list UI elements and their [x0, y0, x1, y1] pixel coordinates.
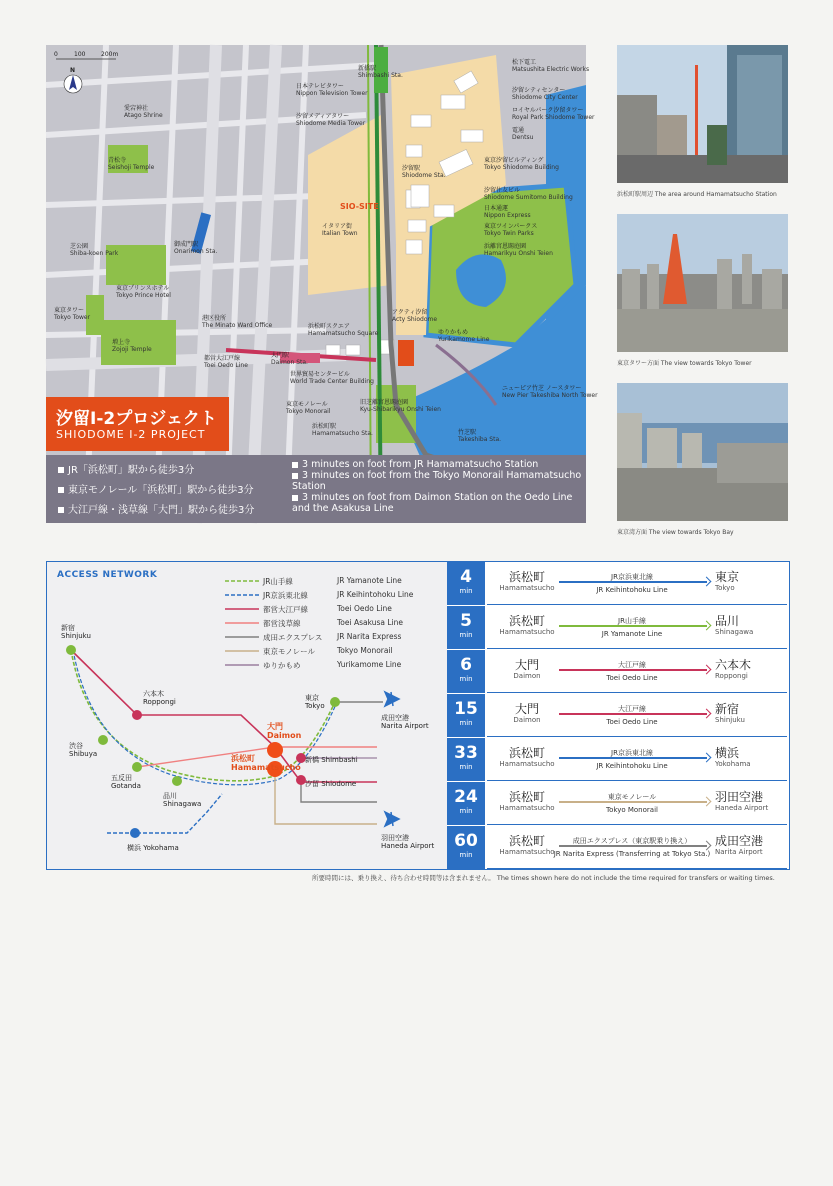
map-label-italian-town: イタリア街 Italian Town — [322, 223, 358, 237]
legend-yurikamome-jp: ゆりかもめ — [263, 661, 301, 670]
map-label-matsushita: 松下電工 Matsushita Electric Works — [512, 59, 590, 73]
route-minutes-value: 15 — [454, 699, 478, 719]
route-minutes-value: 6 — [460, 655, 472, 675]
area-map — [46, 45, 598, 523]
map-label-wtc: 世界貿易センタービル World Trade Center Building — [290, 371, 374, 385]
legend-oedo-en: Toei Oedo Line — [337, 604, 392, 613]
access-en-1: 3 minutes on foot from JR Hamamatsucho Station — [292, 459, 582, 470]
route-to-jp: 東京 — [715, 570, 740, 584]
route-line-en: JR Keihintohoku Line — [596, 762, 668, 770]
route-line-bar — [559, 757, 707, 759]
route-to — [715, 790, 785, 813]
route-to-en: Shinjuku — [715, 716, 745, 724]
route-line-bar — [559, 713, 707, 715]
route-line-en: JR Keihintohoku Line — [596, 586, 668, 594]
map-label-daimon: 大門駅 Daimon Sta. — [271, 352, 308, 366]
route-body — [487, 650, 787, 693]
station-yokohama: 横浜 Yokohama — [127, 844, 179, 852]
route-line-en: JR Yamanote Line — [601, 630, 663, 638]
station-shiodome: 汐留 Shiodome — [305, 780, 357, 788]
photo-caption-3: 東京湾方面 The view towards Tokyo Bay — [617, 529, 734, 536]
route-from-jp: 浜松町 — [508, 614, 545, 628]
station-shibuya: 渋谷 Shibuya — [69, 742, 98, 758]
route-minutes — [447, 694, 485, 737]
route-line-en: Toei Oedo Line — [606, 674, 658, 682]
station-narita: 成田空港 Narita Airport — [381, 714, 429, 730]
access-network-title: ACCESS NETWORK — [57, 570, 158, 580]
route-minutes — [447, 738, 485, 781]
station-daimon: 大門 Daimon — [267, 722, 302, 740]
access-en-3: 3 minutes on foot from Daimon Station on the Oedo Line and the Asakusa Line — [292, 492, 573, 514]
route-minutes-value: 33 — [454, 743, 478, 763]
route-line-jp: 東京モノレール — [607, 793, 657, 801]
route-to-en: Shinagawa — [715, 628, 754, 636]
station-gotanda: 五反田 Gotanda — [111, 774, 141, 790]
station-tokyo: 東京 Tokyo — [305, 694, 325, 710]
route-from-en: Hamamatsucho — [499, 760, 555, 768]
legend-asakusa-en: Toei Asakusa Line — [337, 618, 403, 627]
station-shinjuku: 新宿 Shinjuku — [61, 624, 91, 640]
route-to — [715, 834, 785, 857]
map-label-ward-office: 港区役所 The Minato Ward Office — [202, 315, 273, 329]
map-label-takeshiba: 竹芝駅 Takeshiba Sta. — [458, 429, 502, 443]
route-to — [715, 658, 785, 681]
route-row — [447, 650, 789, 694]
route-line-jp: JR京浜東北線 — [611, 749, 653, 757]
route-line-bar — [559, 801, 707, 803]
route-line-bar — [559, 625, 707, 627]
route-minutes-value: 60 — [454, 831, 478, 851]
route-minutes — [447, 782, 485, 825]
route-arrow-icon — [702, 841, 712, 851]
route-row — [447, 738, 789, 782]
route-to — [715, 570, 785, 593]
route-arrow-icon — [702, 753, 712, 763]
network-diagram — [47, 562, 447, 869]
project-title-jp: 汐留I-2プロジェクト — [56, 409, 217, 429]
route-minutes-unit: min — [459, 719, 473, 727]
map-label-onarimon: 御成門駅 Onarimon Sta. — [174, 241, 218, 255]
map-label-hamarikyu: 浜離宮恩賜庭園 Hamarikyu Onshi Teien — [484, 243, 553, 257]
route-line-en: Tokyo Monorail — [606, 806, 658, 814]
route-from-jp: 浜松町 — [508, 790, 545, 804]
map-label-tokyo-shiodome-bldg: 東京汐留ビルディング Tokyo Shiodome Building — [484, 157, 559, 171]
route-body — [487, 694, 787, 737]
legend-yamanote-en: JR Yamanote Line — [337, 576, 402, 585]
route-body — [487, 562, 787, 605]
route-to-en: Roppongi — [715, 672, 748, 680]
route-line-bar — [559, 669, 707, 671]
station-shimbashi: 新橋 Shimbashi — [305, 756, 358, 764]
route-line-jp: 大江戸線 — [618, 661, 646, 669]
route-row — [447, 694, 789, 738]
route-line-bar — [559, 581, 707, 583]
footnote: 所要時間には、乗り換え、待ち合わせ時間等は含まれません。 The times shown here do not include the time required for transfers or waiting times. — [312, 874, 775, 882]
route-from-jp: 浜松町 — [508, 746, 545, 760]
route-to-en: Haneda Airport — [715, 804, 769, 812]
map-label-shiodome-sta: 汐留駅 Shiodome Sta. — [402, 165, 446, 179]
route-line-bar — [559, 845, 707, 847]
route-to — [715, 614, 785, 637]
route-minutes-unit: min — [459, 763, 473, 771]
route-arrow-icon — [702, 577, 712, 587]
photo-caption-2: 東京タワー方面 The view towards Tokyo Tower — [617, 360, 752, 367]
map-label-shimbashi: 新橋駅 Shimbashi Sta. — [358, 65, 403, 79]
route-body — [487, 782, 787, 825]
route-minutes — [447, 606, 485, 649]
route-row — [447, 826, 789, 870]
route-from-jp: 大門 — [514, 702, 539, 716]
route-arrow-icon — [702, 797, 712, 807]
route-from-jp: 大門 — [514, 658, 539, 672]
map-label-twin-parks: 東京ツインパークス Tokyo Twin Parks — [484, 223, 538, 237]
photo-caption-1: 浜松町駅周辺 The area around Hamamatsucho Station — [617, 191, 777, 198]
access-info-box — [46, 455, 586, 523]
map-label-city-center: 汐留シティセンター Shiodome City Center — [512, 87, 578, 101]
route-minutes-unit: min — [459, 807, 473, 815]
access-jp-3: 大江戸線・浅草線「大門」駅から徒歩3分 — [58, 501, 254, 516]
legend-keihin-en: JR Keihintohoku Line — [337, 590, 414, 599]
route-from-en: Hamamatsucho — [499, 804, 555, 812]
route-from-en: Hamamatsucho — [499, 584, 555, 592]
map-label-shiba-park: 芝公園 Shiba-koen Park — [70, 243, 119, 257]
route-from-en: Daimon — [513, 716, 541, 724]
route-minutes-value: 4 — [460, 567, 472, 587]
access-jp-1: JR「浜松町」駅から徒歩3分 — [58, 461, 194, 476]
route-minutes-value: 24 — [454, 787, 478, 807]
photo-tokyo-tower — [617, 214, 788, 352]
route-minutes — [447, 562, 485, 605]
site-label: SIO-SITE — [340, 202, 379, 211]
map-label-ntv-tower: 日本テレビタワー Nippon Television Tower — [296, 83, 368, 97]
route-line-jp: JR山手線 — [618, 617, 646, 625]
route-line-jp: 大江戸線 — [618, 705, 646, 713]
route-to-jp: 六本木 — [715, 658, 752, 672]
route-minutes-unit: min — [459, 587, 473, 595]
map-label-monorail: 東京モノレール Tokyo Monorail — [286, 401, 331, 415]
map-label-prince-hotel: 東京プリンスホテル Tokyo Prince Hotel — [116, 285, 171, 299]
route-row — [447, 782, 789, 826]
station-shinagawa: 品川 Shinagawa — [163, 792, 202, 808]
station-roppongi: 六本木 Roppongi — [143, 690, 176, 706]
station-hamamatsucho: 浜松町 Hamamatsucho — [231, 754, 301, 772]
project-banner — [46, 397, 229, 451]
map-label-atago: 愛宕神社 Atago Shrine — [124, 105, 163, 119]
route-minutes-unit: min — [459, 675, 473, 683]
route-minutes — [447, 650, 485, 693]
project-title-en: SHIODOME I-2 PROJECT — [56, 428, 206, 441]
legend-asakusa-jp: 都営浅草線 — [263, 619, 301, 628]
route-from-jp: 浜松町 — [508, 834, 545, 848]
route-body — [487, 738, 787, 781]
station-haneda: 羽田空港 Haneda Airport — [381, 834, 435, 850]
route-minutes-value: 5 — [460, 611, 472, 631]
route-row — [447, 606, 789, 650]
legend-yamanote-jp: JR山手線 — [263, 577, 293, 586]
photo-tokyo-bay — [617, 383, 788, 521]
route-to-jp: 新宿 — [715, 702, 740, 716]
route-minutes — [447, 826, 485, 869]
route-line-jp: 成田エクスプレス（東京駅乗り換え） — [572, 837, 692, 845]
photo-hamamatsucho — [617, 45, 788, 183]
access-en-2: 3 minutes on foot from the Tokyo Monorail Hamamatsucho Station — [292, 470, 582, 492]
access-network-panel — [46, 561, 790, 870]
scale-label-0: 0 — [54, 51, 58, 58]
route-to-jp: 品川 — [715, 614, 740, 628]
map-label-nippon-express: 日本通運 Nippon Express — [484, 205, 531, 219]
route-to-jp: 横浜 — [715, 746, 740, 760]
route-to-en: Tokyo — [715, 584, 735, 592]
route-to-en: Yokohama — [715, 760, 751, 768]
map-label-yurikamome: ゆりかもめ Yurikamome Line — [438, 329, 490, 343]
map-label-media-tower: 汐留メディアタワー Shiodome Media Tower — [296, 113, 366, 127]
legend-oedo-jp: 都営大江戸線 — [263, 605, 308, 614]
map-label-dentsu: 電通 Dentsu — [512, 127, 534, 141]
route-arrow-icon — [702, 665, 712, 675]
legend-monorail-en: Tokyo Monorail — [337, 646, 393, 655]
access-jp-2: 東京モノレール「浜松町」駅から徒歩3分 — [58, 481, 254, 496]
route-from-jp: 浜松町 — [508, 570, 545, 584]
legend-keihin-jp: JR京浜東北線 — [263, 591, 308, 600]
route-to-jp: 羽田空港 — [715, 790, 764, 804]
route-minutes-unit: min — [459, 851, 473, 859]
map-label-hamamatsucho-sta: 浜松町駅 Hamamatsucho Sta. — [312, 423, 373, 437]
legend-yurikamome-en: Yurikamome Line — [337, 660, 402, 669]
route-arrow-icon — [702, 621, 712, 631]
map-label-acty: アクティ汐留 Acty Shiodome — [392, 309, 438, 323]
route-line-en: Toei Oedo Line — [606, 718, 658, 726]
legend-nex-en: JR Narita Express — [337, 632, 402, 641]
route-to — [715, 746, 785, 769]
route-to — [715, 702, 785, 725]
scale-label-100: 100 — [74, 51, 86, 58]
map-label-kyu-shiba: 旧芝離宮恩賜庭園 Kyu-Shibarikyu Onshi Teien — [360, 399, 441, 413]
route-from-en: Daimon — [513, 672, 541, 680]
map-label-royal-park: ロイヤルパーク汐留タワー Royal Park Shiodome Tower — [512, 107, 595, 121]
route-body — [487, 606, 787, 649]
map-label-zojoji: 増上寺 Zojoji Temple — [112, 339, 152, 353]
map-label-hamamatsucho-square: 浜松町スクエア Hamamatsucho Square — [308, 323, 379, 337]
north-label: N — [70, 67, 76, 74]
route-line-jp: JR京浜東北線 — [611, 573, 653, 581]
route-from-en: Hamamatsucho — [499, 848, 555, 856]
legend-monorail-jp: 東京モノレール — [263, 647, 315, 656]
route-row — [447, 562, 789, 606]
route-arrow-icon — [702, 709, 712, 719]
map-label-new-pier: ニューピア竹芝 ノースタワー New Pier Takeshiba North Tower — [502, 385, 598, 399]
route-line-en: JR Narita Express (Transferring at Tokyo Sta.) — [553, 850, 711, 858]
route-to-jp: 成田空港 — [715, 834, 764, 848]
map-label-seishoji: 青松寺 Seishoji Temple — [108, 157, 155, 171]
route-to-en: Narita Airport — [715, 848, 763, 856]
route-minutes-unit: min — [459, 631, 473, 639]
scale-label-200: 200m — [101, 51, 119, 58]
map-label-sumitomo: 汐留住友ビル Shiodome Sumitomo Building — [484, 187, 573, 201]
legend-nex-jp: 成田エクスプレス — [263, 633, 323, 642]
route-from-en: Hamamatsucho — [499, 628, 555, 636]
map-label-tokyo-tower: 東京タワー Tokyo Tower — [54, 307, 91, 321]
map-label-oedo-line: 都営大江戸線 Toei Oedo Line — [204, 355, 248, 369]
route-body — [487, 826, 787, 869]
